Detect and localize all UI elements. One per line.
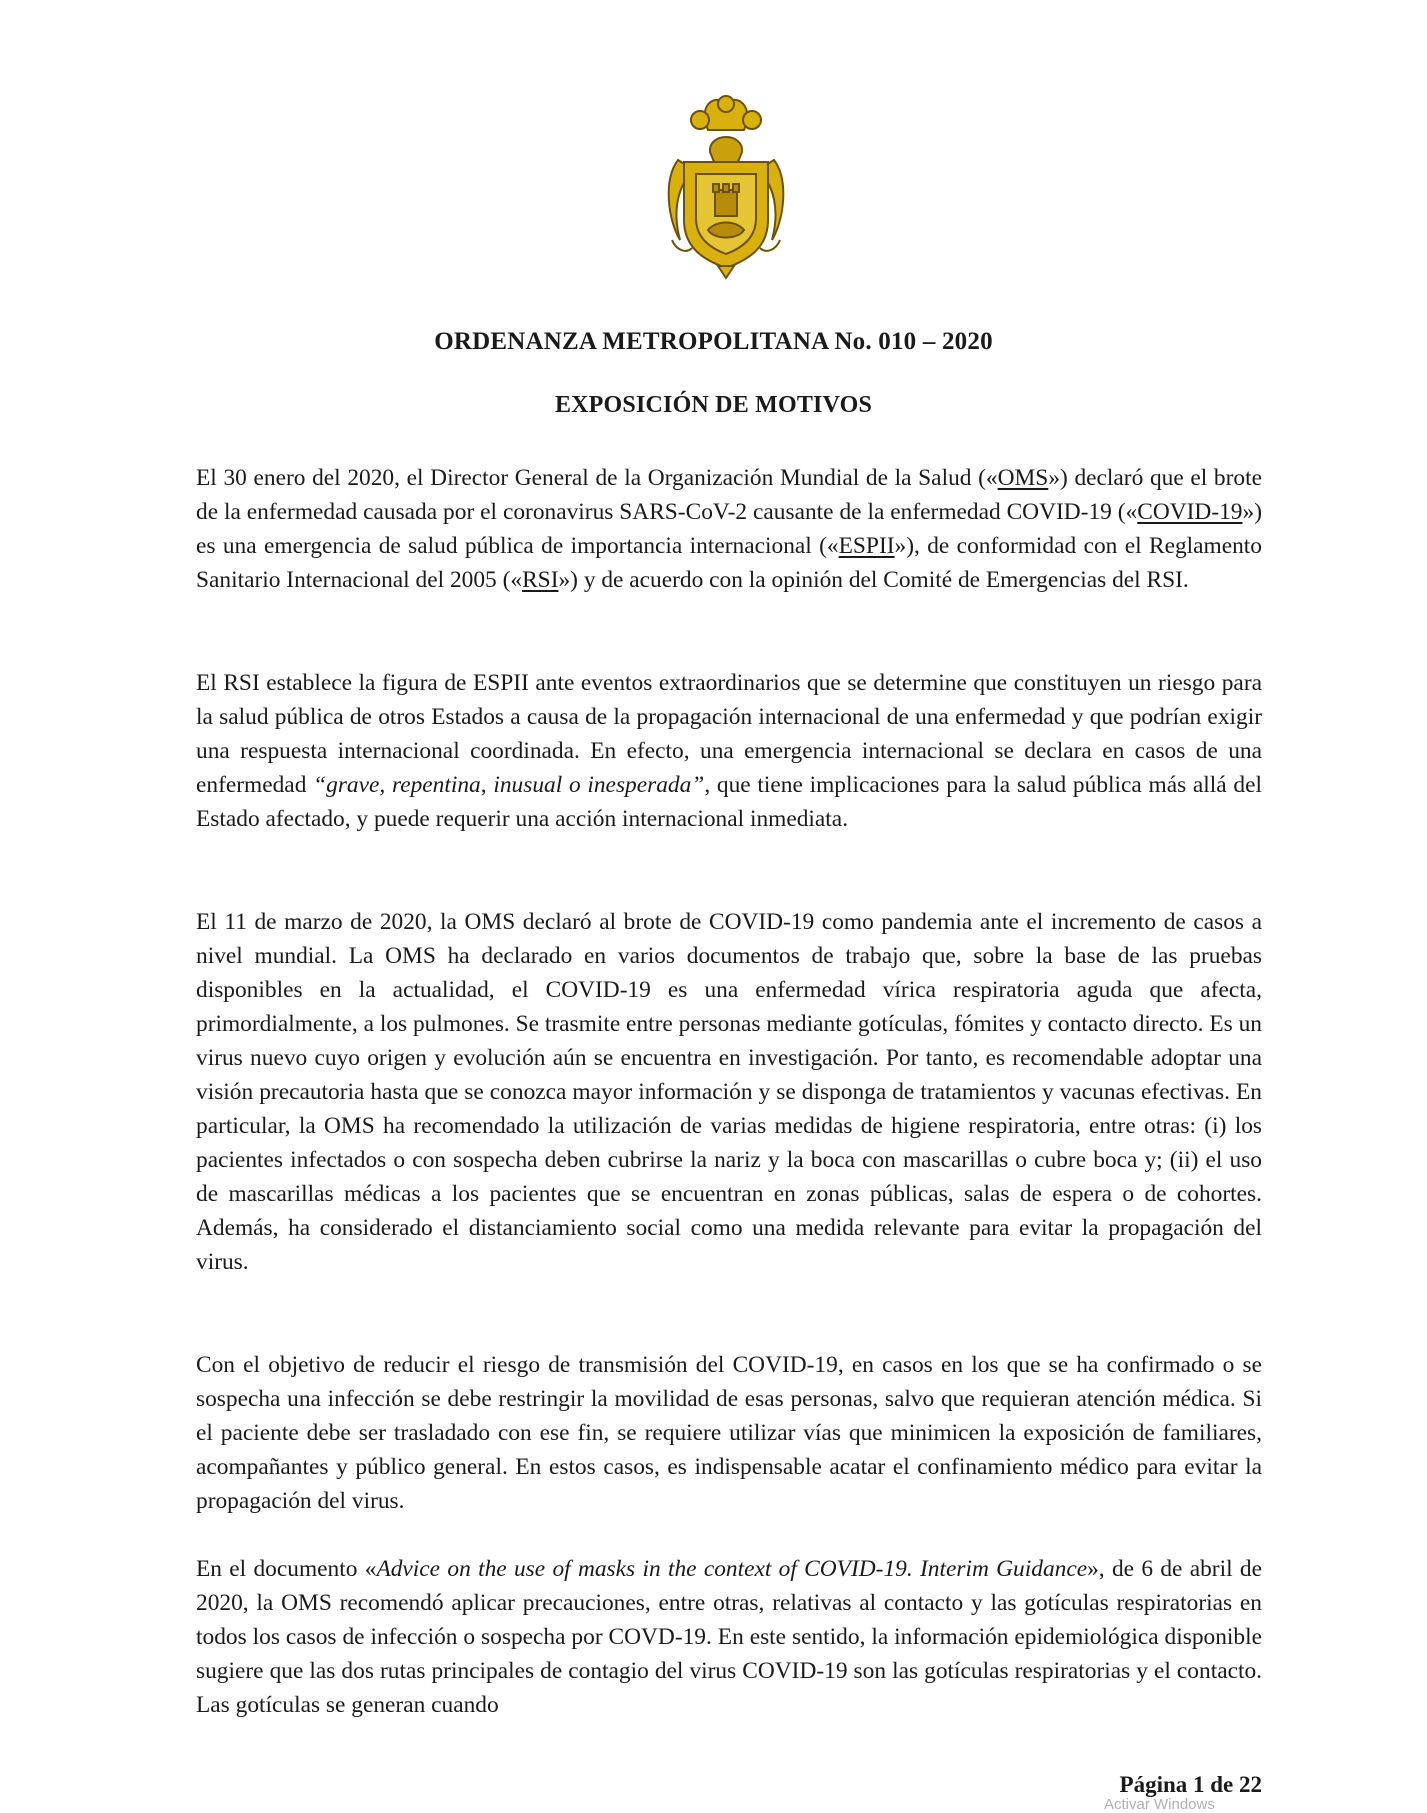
link-rsi: RSI [522, 567, 559, 593]
link-espii: ESPII [838, 533, 895, 559]
paragraph-4: Con el objetivo de reducir el riesgo de transmisión del COVID-19, en casos en los que se ha confirmado o se sospecha una infección se debe restringir la movilidad de esas personas, salvo que requieran atención médica. Si el paciente debe ser trasladado con ese fin, se requiere utilizar vías que minimicen la exposición de familiares, acompañantes y público general. En estos casos, es indispensable acatar el confinamiento médico para evitar la propagación del virus. [196, 1352, 1262, 1514]
paragraph-5: En el documento «Advice on the use of masks in the context of COVID-19. Interim Guidance», de 6 de abril de 2020, la OMS recomendó aplicar precauciones, entre otras, relativas al contacto y las gotículas respiratorias en todos los casos de infección o sospecha por COVD-19. En este sentido, la información epidemiológica disponible sugiere que las dos rutas principales de contagio del virus COVID-19 son las gotículas respiratorias y el contacto. Las gotículas se generan cuando [196, 1556, 1262, 1718]
italic-document-title: Advice on the use of masks in the context of COVID-19. Interim Guidance [376, 1556, 1088, 1582]
link-covid: COVID-19 [1137, 499, 1243, 525]
paragraph-2: El RSI establece la figura de ESPII ante eventos extraordinarios que se determine que constituyen un riesgo para la salud pública de otros Estados a causa de la propagación internacional de una enfermedad y que podrían exigir una respuesta internacional coordinada. En efecto, una emergencia internacional se declara en casos de una enfermedad “grave, repentina, inusual o inesperada”, que tiene implicaciones para la salud pública más allá del Estado afectado, y puede requerir una acción internacional inmediata. [196, 670, 1262, 832]
paragraph-3: El 11 de marzo de 2020, la OMS declaró al brote de COVID-19 como pandemia ante el incremento de casos a nivel mundial. La OMS ha declarado en varios documentos de trabajo que, sobre la base de las pruebas disponibles en la actualidad, el COVID-19 es una enfermedad vírica respiratoria aguda que afecta, primordialmente, a los pulmones. Se trasmite entre personas mediante gotículas, fómites y contacto directo. Es un virus nuevo cuyo origen y evolución aún se encuentra en investigación. Por tanto, es recomendable adoptar una visión precautoria hasta que se conozca mayor información y se disponga de tratamientos y vacunas efectivas. En particular, la OMS ha recomendado la utilización de varias medidas de higiene respiratoria, entre otras: (i) los pacientes infectados o con sospecha deben cubrirse la nariz y la boca con mascarillas o cubre boca y; (ii) el uso de mascarillas médicas a los pacientes que se encuentran en zonas públicas, salas de espera o de cohortes. Además, ha considerado el distanciamiento social como una medida relevante para evitar la propagación del virus. [196, 909, 1262, 1275]
coat-of-arms-icon [658, 90, 794, 280]
document-subtitle: EXPOSICIÓN DE MOTIVOS [554, 392, 873, 418]
link-oms: OMS [997, 465, 1049, 491]
windows-activation-watermark: Activar Windows [1104, 1796, 1215, 1813]
document-title: ORDENANZA METROPOLITANA No. 010 – 2020 [434, 328, 993, 355]
page-number: Página 1 de 22 [1119, 1772, 1262, 1797]
paragraph-1: El 30 enero del 2020, el Director General de la Organización Mundial de la Salud («OMS») declaró que el brote de la enfermedad causada por el coronavirus SARS-CoV-2 causante de la enfermedad COVID-19 («COVID-19») es una emergencia de salud pública de importancia internacional («ESPII»), de conformidad con el Reglamento Sanitario Internacional del 2005 («RSI») y de acuerdo con la opinión del Comité de Emergencias del RSI. [196, 465, 1262, 593]
italic-quote: “grave, repentina, inusual o inesperada” [313, 772, 705, 798]
